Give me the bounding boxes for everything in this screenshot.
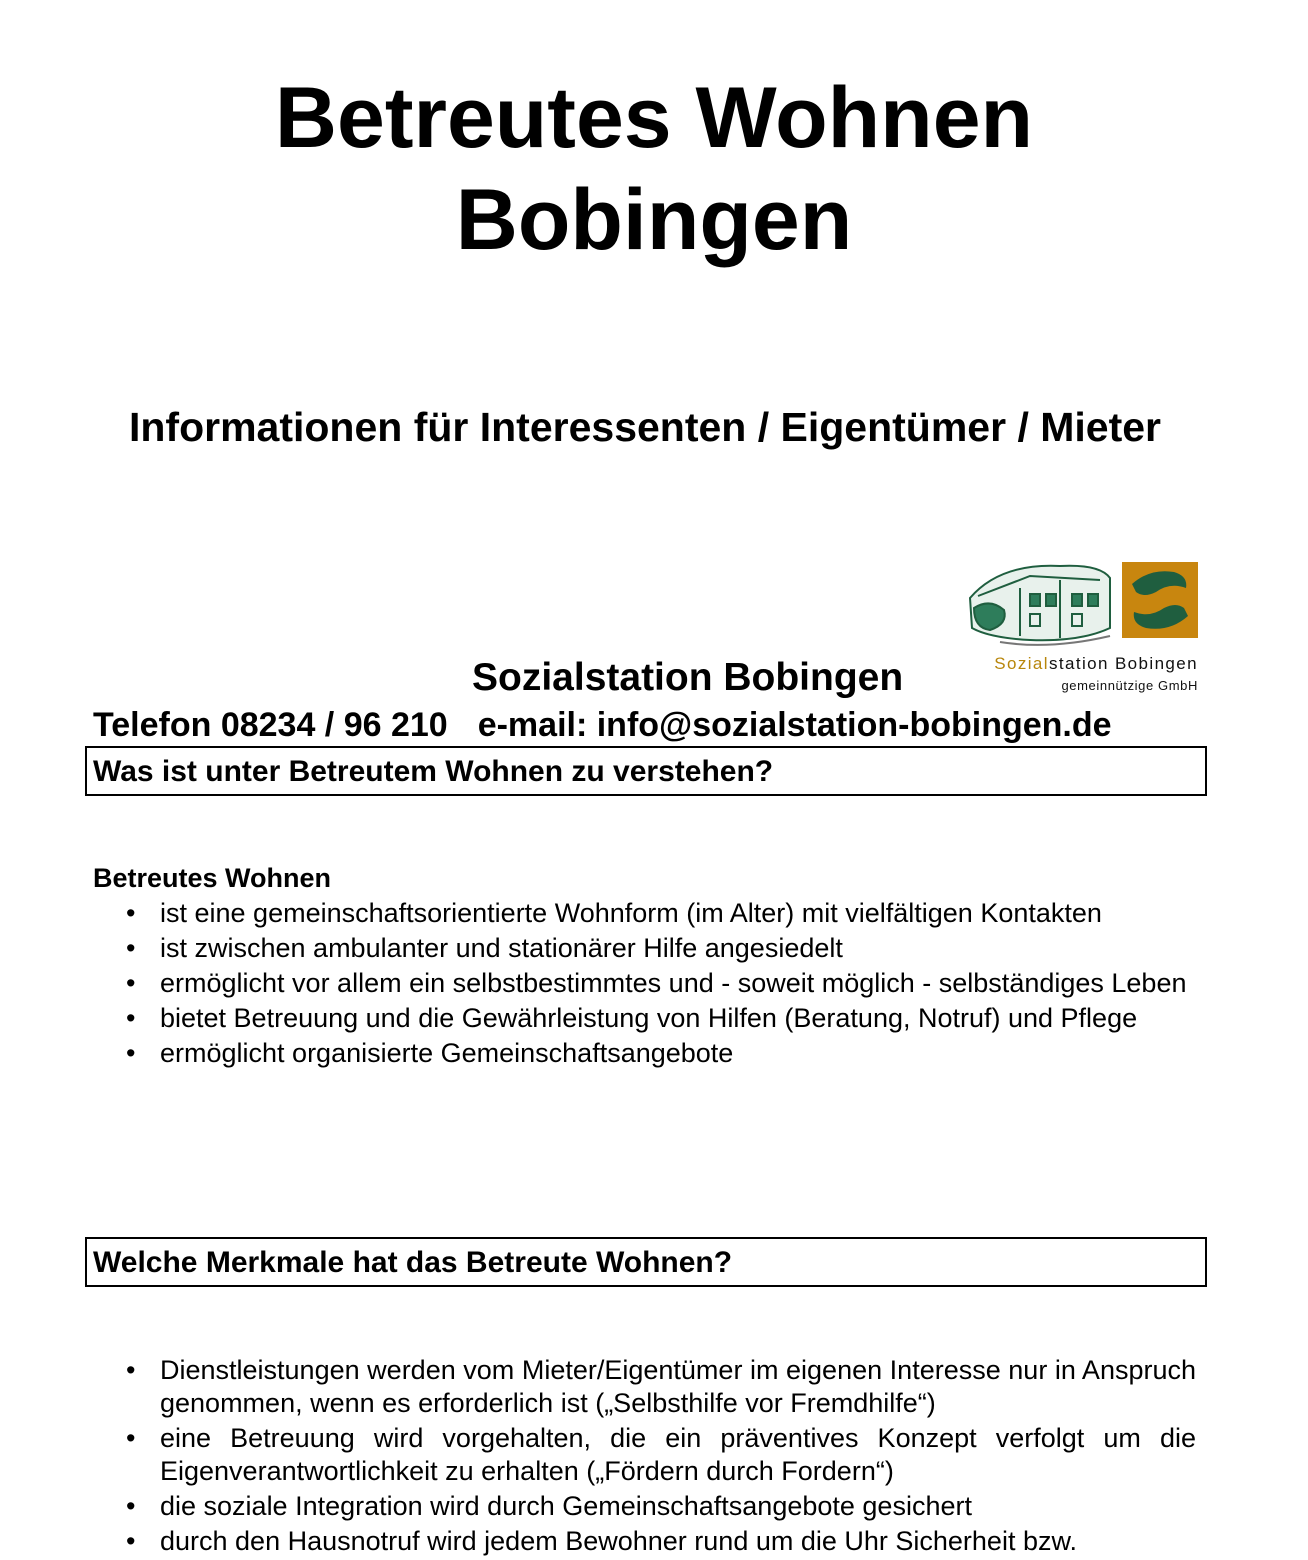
list-item: • ermöglicht vor allem ein selbstbestimmtes und - soweit möglich - selbständiges Leben [126,967,1196,1000]
list-item: • eine Betreuung wird vorgehalten, die ein präventives Konzept verfolgt um die Eigenverantwortlichkeit zu erhalten („Fördern durch Fordern“) [126,1422,1196,1488]
bullet-list-1 [126,897,1196,1072]
bullet-list-2 [126,1354,1196,1560]
title-line-2: Bobingen [455,172,853,268]
organisation-name: Sozialstation Bobingen [472,656,904,699]
section-lead: Betreutes Wohnen [93,863,332,893]
title-line-1: Betreutes Wohnen [274,70,1034,166]
house-icon [970,566,1110,645]
logo-subtitle: gemeinnützige GmbH [1061,678,1198,693]
list-item: • ist zwischen ambulanter und stationärer Hilfe angesiedelt [126,932,1196,965]
section-heading-2: Welche Merkmale hat das Betreute Wohnen? [85,1237,1207,1287]
email-address[interactable]: e-mail: info@sozialstation-bobingen.de [477,706,1112,744]
logo-graphic [960,558,1200,648]
phone-number: Telefon 08234 / 96 210 [93,706,448,744]
section-heading-1: Was ist unter Betreutem Wohnen zu verstehen? [85,746,1207,796]
list-item: • bietet Betreuung und die Gewährleistung von Hilfen (Beratung, Notruf) und Pflege [126,1002,1196,1035]
list-item: • Dienstleistungen werden vom Mieter/Eigentümer im eigenen Interesse nur in Anspruch genommen, wenn es erforderlich ist („Selbsthilfe vor Fremdhilfe“) [126,1354,1196,1420]
hands-icon [1122,562,1198,638]
list-item: • ist eine gemeinschaftsorientierte Wohnform (im Alter) mit vielfältigen Kontakten [126,897,1196,930]
list-item: • die soziale Integration wird durch Gemeinschaftsangebote gesichert [126,1490,1196,1523]
contact-line [93,704,1203,746]
list-item: • durch den Hausnotruf wird jedem Bewohner rund um die Uhr Sicherheit bzw. [126,1525,1196,1558]
subtitle: Informationen für Interessenten / Eigentümer / Mieter [128,404,1161,450]
logo-name: Sozialstation Bobingen [994,654,1198,673]
sozialstation-logo [960,558,1200,698]
list-item: • ermöglicht organisierte Gemeinschaftsangebote [126,1037,1196,1070]
